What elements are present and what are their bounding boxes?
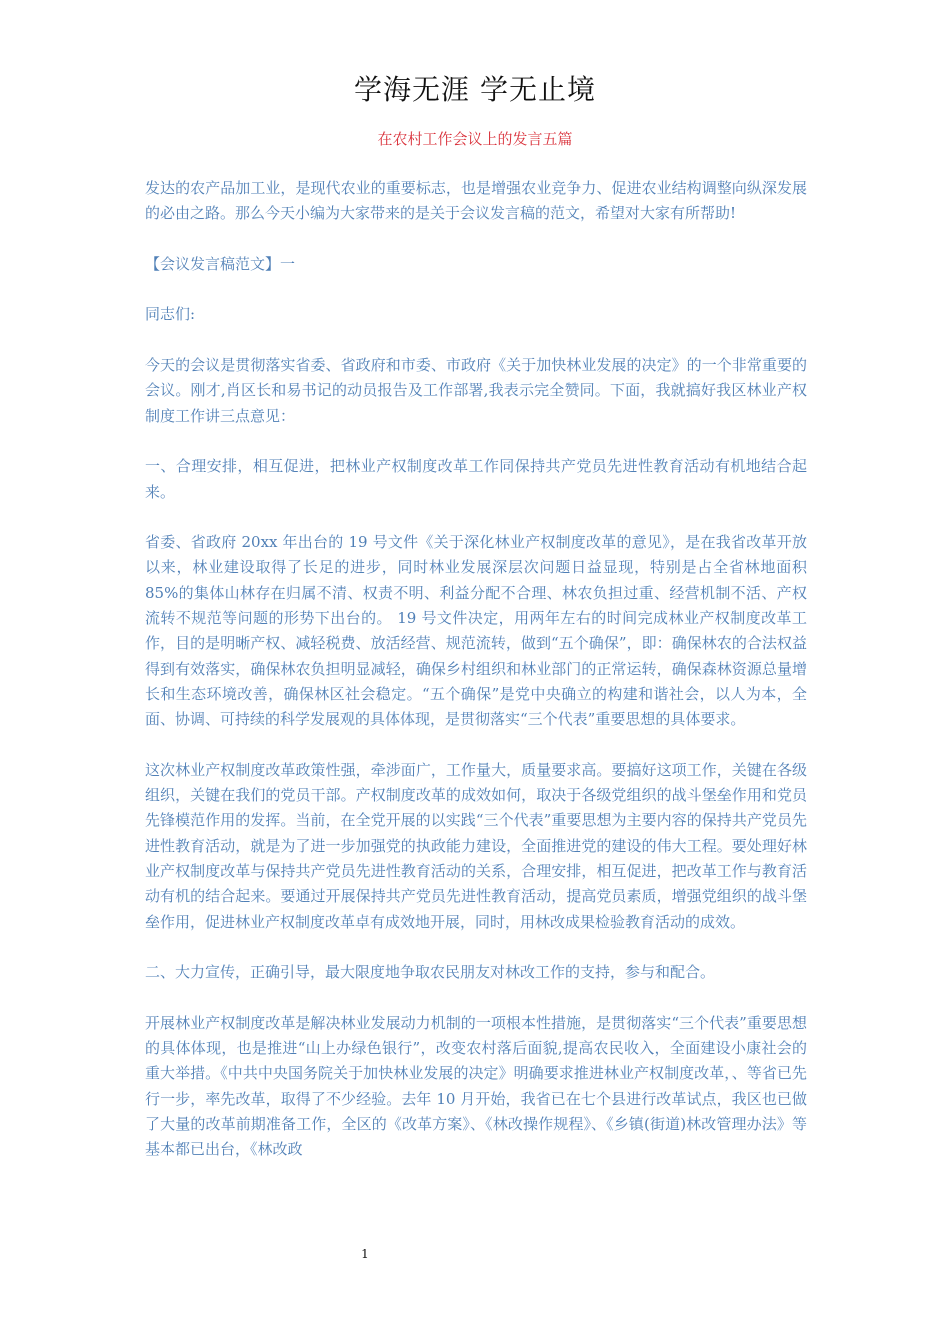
document-title: 在农村工作会议上的发言五篇	[377, 130, 573, 148]
paragraph-body: 省委、省政府 20xx 年出台的 19 号文件《关于深化林业产权制度改革的意见》，是在我省改革开放以来，林业建设取得了长足的进步，同时林业发展深层次问题日益显现，特别是占全省林地面积 85%的集体山林存在归属不清、权责不明、利益分配不合理、林农负担过重、经营机制不活、产权流转不规范等问题的形势下出台的。 19 号文件决定，用两年左右的时间完成林业产权制度改革工作，目的是明晰产权、减轻税费、放活经营、规范流转，做到“五个确保”，即：确保林农的合法权益得到有效落实，确保林农负担明显减轻，确保乡村组织和林业部门的正常运转，确保森林资源总量增长和生态环境改善，确保林区社会稳定。“五个确保”是党中央确立的构建和谐社会，以人为本，全面、协调、可持续的科学发展观的具体体现，是贯彻落实“三个代表”重要思想的具体要求。	[145, 533, 807, 729]
page-number: 1	[361, 1247, 369, 1261]
paragraph-intro: 发达的农产品加工业，是现代农业的重要标志，也是增强农业竞争力、促进农业结构调整向纵深发展的必由之路。那么今天小编为大家带来的是关于会议发言稿的范文，希望对大家有所帮助!	[145, 179, 807, 223]
paragraph-body: 这次林业产权制度改革政策性强，牵涉面广，工作量大，质量要求高。要搞好这项工作，关键在各级组织，关键在我们的党员干部。产权制度改革的成效如何，取决于各级党组织的战斗堡垒作用和党员先锋模范作用的发挥。当前，在全党开展的以实践“三个代表”重要思想为主要内容的保持共产党员先进性教育活动，就是为了进一步加强党的执政能力建设，全面推进党的建设的伟大工程。要处理好林业产权制度改革与保持共产党员先进性教育活动的关系，合理安排，相互促进，把改革工作与教育活动有机的结合起来。要通过开展保持共产党员先进性教育活动，提高党员素质，增强党组织的战斗堡垒作用，促进林业产权制度改革卓有成效地开展，同时，用林改成果检验教育活动的成效。	[145, 760, 807, 931]
page-header-title: 学海无涯 学无止境	[354, 73, 596, 106]
paragraph-point-two: 二、大力宣传，正确引导，最大限度地争取农民朋友对林改工作的支持，参与和配合。	[145, 963, 716, 982]
paragraph-salutation: 同志们:	[145, 305, 196, 324]
paragraph-section-heading: 【会议发言稿范文】一	[145, 254, 296, 273]
paragraph-opening: 今天的会议是贯彻落实省委、省政府和市委、市政府《关于加快林业发展的决定》的一个非常重要的会议。刚才,肖区长和易书记的动员报告及工作部署,我表示完全赞同。下面，我就搞好我区林业产权制度工作讲三点意见：	[145, 356, 807, 425]
paragraph-point-one: 一、合理安排，相互促进，把林业产权制度改革工作同保持共产党员先进性教育活动有机地结合起来。	[145, 457, 807, 501]
paragraph-body: 开展林业产权制度改革是解决林业发展动力机制的一项根本性措施，是贯彻落实“三个代表”重要思想的具体体现，也是推进“山上办绿色银行”，改变农村落后面貌,提高农民收入，全面建设小康社会的重大举措。《中共中央国务院关于加快林业发展的决定》明确要求推进林业产权制度改革，、等省已先行一步，率先改革，取得了不少经验。去年 10 月开始，我省已在七个县进行改革试点，我区也已做了大量的改革前期准备工作，全区的《改革方案》、《林改操作规程》、《乡镇(街道)林改管理办法》等基本都已出台，《林改政	[145, 1013, 807, 1159]
document-body	[145, 176, 807, 1188]
